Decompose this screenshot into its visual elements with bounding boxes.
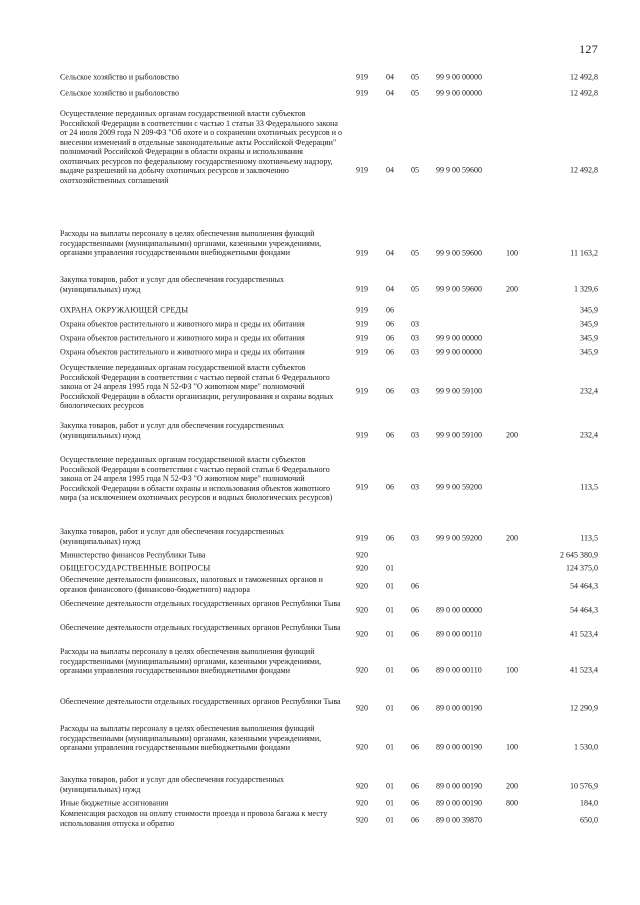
table-row xyxy=(0,527,640,549)
row-sum: 345,9 xyxy=(580,319,598,329)
row-name: ОХРАНА ОКРУЖАЮЩЕЙ СРЕДЫ xyxy=(60,305,189,315)
table-row xyxy=(0,363,640,419)
row-gr: 919 xyxy=(356,284,368,294)
row-rz: 04 xyxy=(386,284,394,294)
table-row xyxy=(0,109,640,230)
row-vr: 200 xyxy=(506,430,518,440)
row-name: Охрана объектов растительного и животного мира и среды их обитания xyxy=(60,319,305,329)
row-gr: 919 xyxy=(356,347,368,357)
row-name: Сельское хозяйство и рыболовство xyxy=(60,87,180,97)
row-gr: 920 xyxy=(356,797,368,807)
row-rz: 06 xyxy=(386,482,394,492)
row-pr: 05 xyxy=(411,164,419,174)
row-pr: 06 xyxy=(411,605,419,615)
row-gr: 920 xyxy=(356,581,368,591)
row-sum: 345,9 xyxy=(580,305,598,315)
row-name: Расходы на выплаты персоналу в целях обеспечения выполнения функций государственными (муниципальными) органами, казенными учреждениями, органами управления государственными внебюджетными фондами xyxy=(60,724,322,752)
table-row xyxy=(0,796,640,809)
row-gr: 920 xyxy=(356,605,368,615)
row-pr: 03 xyxy=(411,533,419,543)
row-name: Осуществление переданных органам государственной власти субъектов Российской Федерации в соответствии с частью первой статьи 6 Федерального закона от 24 апреля 1995 года N 52-ФЗ "О животном мире" полномочий Российской Федерации в области охраны и использования объектов животного мира (за исключением охотничьих ресурсов и водных биологических ресурсов) xyxy=(60,455,333,502)
row-vr: 100 xyxy=(506,665,518,675)
table-row xyxy=(0,345,640,359)
row-sum: 54 464,3 xyxy=(570,581,598,591)
row-sum: 12 492,8 xyxy=(570,72,598,82)
row-name: Закупка товаров, работ и услуг для обеспечения государственных (муниципальных) нужд xyxy=(60,527,285,546)
row-sum: 650,0 xyxy=(580,815,598,825)
row-name: Закупка товаров, работ и услуг для обеспечения государственных (муниципальных) нужд xyxy=(60,421,285,440)
table-row xyxy=(0,724,640,770)
row-rz: 01 xyxy=(386,665,394,675)
row-name: Обеспечение деятельности отдельных государственных органов Республики Тыва xyxy=(60,623,341,632)
row-name: Обеспечение деятельности финансовых, налоговых и таможенных органов и органов финансового (финансово-бюджетного) надзора xyxy=(60,575,323,594)
row-sum: 232,4 xyxy=(580,430,598,440)
row-name: Министерство финансов Республики Тыва xyxy=(60,549,206,559)
table-row xyxy=(0,599,640,621)
row-pr: 06 xyxy=(411,629,419,639)
row-cs: 99 9 00 59100 xyxy=(436,430,482,440)
row-rz: 06 xyxy=(386,347,394,357)
row-name: Закупка товаров, работ и услуг для обеспечения государственных (муниципальных) нужд xyxy=(60,775,285,794)
row-gr: 919 xyxy=(356,72,368,82)
table-row xyxy=(0,70,640,84)
row-sum: 12 290,9 xyxy=(570,703,598,713)
row-name: Обеспечение деятельности отдельных государственных органов Республики Тыва xyxy=(60,697,341,706)
row-rz: 06 xyxy=(386,386,394,396)
row-sum: 345,9 xyxy=(580,333,598,343)
row-sum: 41 523,4 xyxy=(570,629,598,639)
table-row xyxy=(0,623,640,645)
row-rz: 06 xyxy=(386,533,394,543)
row-name: Осуществление переданных органам государственной власти субъектов Российской Федерации в соответствии с частью 1 статьи 33 Федерального закона от 24 июля 2009 года N 209-ФЗ "Об охоте и о сохранении охотничьих ресурсов и о внесении изменений в отдельные законодательные акты Российской Федерации" полномочий Российской Федерации в области охраны и использования охотничьих ресурсов по федеральному государственному охотничьему надзору, выдаче разрешений на добычу охотничьих ресурсов и заключению охотхозяйственных соглашений xyxy=(60,109,342,185)
row-gr: 920 xyxy=(356,742,368,752)
row-pr: 06 xyxy=(411,797,419,807)
row-vr: 100 xyxy=(506,247,518,257)
row-cs: 99 9 00 59200 xyxy=(436,482,482,492)
row-pr: 05 xyxy=(411,284,419,294)
table-row xyxy=(0,647,640,693)
row-vr: 200 xyxy=(506,284,518,294)
row-name: Расходы на выплаты персоналу в целях обеспечения выполнения функций государственными (муниципальными) органами, казенными учреждениями, органами управления государственными внебюджетными фондами xyxy=(60,229,322,257)
table-row xyxy=(0,303,640,317)
row-rz: 01 xyxy=(386,629,394,639)
row-name: Обеспечение деятельности отдельных государственных органов Республики Тыва xyxy=(60,599,341,608)
row-cs: 99 9 00 00000 xyxy=(436,87,482,97)
row-name: Закупка товаров, работ и услуг для обеспечения государственных (муниципальных) нужд xyxy=(60,275,285,294)
row-sum: 41 523,4 xyxy=(570,665,598,675)
table-row xyxy=(0,84,640,101)
row-gr: 920 xyxy=(356,781,368,791)
row-cs: 99 9 00 59600 xyxy=(436,284,482,294)
row-sum: 10 576,9 xyxy=(570,781,598,791)
row-cs: 99 9 00 59200 xyxy=(436,533,482,543)
row-rz: 01 xyxy=(386,797,394,807)
table-row xyxy=(0,548,640,561)
page-number: 127 xyxy=(579,42,598,56)
row-gr: 920 xyxy=(356,665,368,675)
row-gr: 920 xyxy=(356,629,368,639)
row-pr: 03 xyxy=(411,319,419,329)
row-gr: 919 xyxy=(356,430,368,440)
row-gr: 919 xyxy=(356,87,368,97)
row-sum: 1 530,0 xyxy=(574,742,598,752)
budget-table xyxy=(0,70,640,828)
row-rz: 01 xyxy=(386,781,394,791)
row-cs: 99 9 00 59100 xyxy=(436,386,482,396)
table-row xyxy=(0,561,640,575)
row-pr: 03 xyxy=(411,482,419,492)
row-cs: 99 9 00 00000 xyxy=(436,347,482,357)
row-rz: 04 xyxy=(386,164,394,174)
row-pr: 06 xyxy=(411,781,419,791)
table-row xyxy=(0,275,640,303)
row-gr: 920 xyxy=(356,815,368,825)
row-sum: 184,0 xyxy=(580,797,598,807)
table-row xyxy=(0,809,640,831)
row-rz: 01 xyxy=(386,605,394,615)
row-gr: 920 xyxy=(356,563,368,573)
row-pr: 06 xyxy=(411,703,419,713)
row-gr: 920 xyxy=(356,549,368,559)
row-cs: 89 0 00 00110 xyxy=(436,629,482,639)
row-gr: 919 xyxy=(356,319,368,329)
row-pr: 03 xyxy=(411,347,419,357)
row-rz: 06 xyxy=(386,319,394,329)
row-cs: 89 0 00 00190 xyxy=(436,797,482,807)
row-sum: 12 492,8 xyxy=(570,87,598,97)
row-sum: 1 329,6 xyxy=(574,284,598,294)
row-pr: 03 xyxy=(411,430,419,440)
row-sum: 113,5 xyxy=(580,482,598,492)
row-name: ОБЩЕГОСУДАРСТВЕННЫЕ ВОПРОСЫ xyxy=(60,563,211,573)
row-pr: 06 xyxy=(411,665,419,675)
row-gr: 919 xyxy=(356,305,368,315)
row-rz: 01 xyxy=(386,703,394,713)
row-rz: 06 xyxy=(386,333,394,343)
table-row xyxy=(0,229,640,276)
table-row xyxy=(0,775,640,797)
row-sum: 54 464,3 xyxy=(570,605,598,615)
row-sum: 113,5 xyxy=(580,533,598,543)
row-rz: 06 xyxy=(386,305,394,315)
row-pr: 06 xyxy=(411,742,419,752)
row-cs: 89 0 00 00000 xyxy=(436,605,482,615)
row-sum: 11 163,2 xyxy=(570,247,598,257)
row-pr: 05 xyxy=(411,247,419,257)
row-cs: 89 0 00 00190 xyxy=(436,781,482,791)
row-pr: 05 xyxy=(411,72,419,82)
row-name: Сельское хозяйство и рыболовство xyxy=(60,72,180,82)
row-cs: 99 9 00 00000 xyxy=(436,72,482,82)
table-row xyxy=(0,455,640,519)
row-rz: 01 xyxy=(386,815,394,825)
row-cs: 99 9 00 59600 xyxy=(436,247,482,257)
row-cs: 89 0 00 00110 xyxy=(436,665,482,675)
row-name: Компенсация расходов на оплату стоимости проезда и провоза багажа к месту использования отпуска и обратно xyxy=(60,809,328,828)
row-gr: 920 xyxy=(356,703,368,713)
row-gr: 919 xyxy=(356,247,368,257)
row-cs: 89 0 00 39870 xyxy=(436,815,482,825)
table-row xyxy=(0,317,640,331)
row-rz: 04 xyxy=(386,247,394,257)
row-rz: 01 xyxy=(386,563,394,573)
row-pr: 03 xyxy=(411,386,419,396)
row-name: Охрана объектов растительного и животного мира и среды их обитания xyxy=(60,333,305,343)
row-sum: 124 375,0 xyxy=(566,563,598,573)
row-gr: 919 xyxy=(356,482,368,492)
table-row xyxy=(0,331,640,345)
row-vr: 200 xyxy=(506,781,518,791)
row-cs: 89 0 00 00190 xyxy=(436,703,482,713)
row-vr: 200 xyxy=(506,533,518,543)
row-gr: 919 xyxy=(356,533,368,543)
table-row xyxy=(0,697,640,719)
row-vr: 800 xyxy=(506,797,518,807)
row-rz: 01 xyxy=(386,742,394,752)
row-rz: 01 xyxy=(386,581,394,591)
row-rz: 06 xyxy=(386,430,394,440)
row-cs: 99 9 00 59600 xyxy=(436,164,482,174)
row-pr: 03 xyxy=(411,333,419,343)
row-name: Иные бюджетные ассигнования xyxy=(60,797,169,807)
row-sum: 12 492,8 xyxy=(570,164,598,174)
table-row xyxy=(0,575,640,597)
row-sum: 2 645 380,9 xyxy=(560,549,598,559)
row-name: Расходы на выплаты персоналу в целях обеспечения выполнения функций государственными (муниципальными) органами, казенными учреждениями, органами управления государственными внебюджетными фондами xyxy=(60,647,322,675)
row-gr: 919 xyxy=(356,386,368,396)
row-cs: 99 9 00 00000 xyxy=(436,333,482,343)
row-gr: 919 xyxy=(356,333,368,343)
row-gr: 919 xyxy=(356,164,368,174)
row-pr: 05 xyxy=(411,87,419,97)
row-pr: 06 xyxy=(411,815,419,825)
row-name: Осуществление переданных органам государственной власти субъектов Российской Федерации в соответствии с частью первой статьи 6 Федерального закона от 24 апреля 1995 года N 52-ФЗ "О животном мире" полномочий Российской Федерации в области организации, регулирования и охраны водных биологических ресурсов xyxy=(60,363,334,410)
row-rz: 04 xyxy=(386,87,394,97)
row-name: Охрана объектов растительного и животного мира и среды их обитания xyxy=(60,347,305,357)
row-sum: 345,9 xyxy=(580,347,598,357)
table-row xyxy=(0,421,640,449)
row-vr: 100 xyxy=(506,742,518,752)
row-pr: 06 xyxy=(411,581,419,591)
row-cs: 89 0 00 00190 xyxy=(436,742,482,752)
row-sum: 232,4 xyxy=(580,386,598,396)
row-rz: 04 xyxy=(386,72,394,82)
